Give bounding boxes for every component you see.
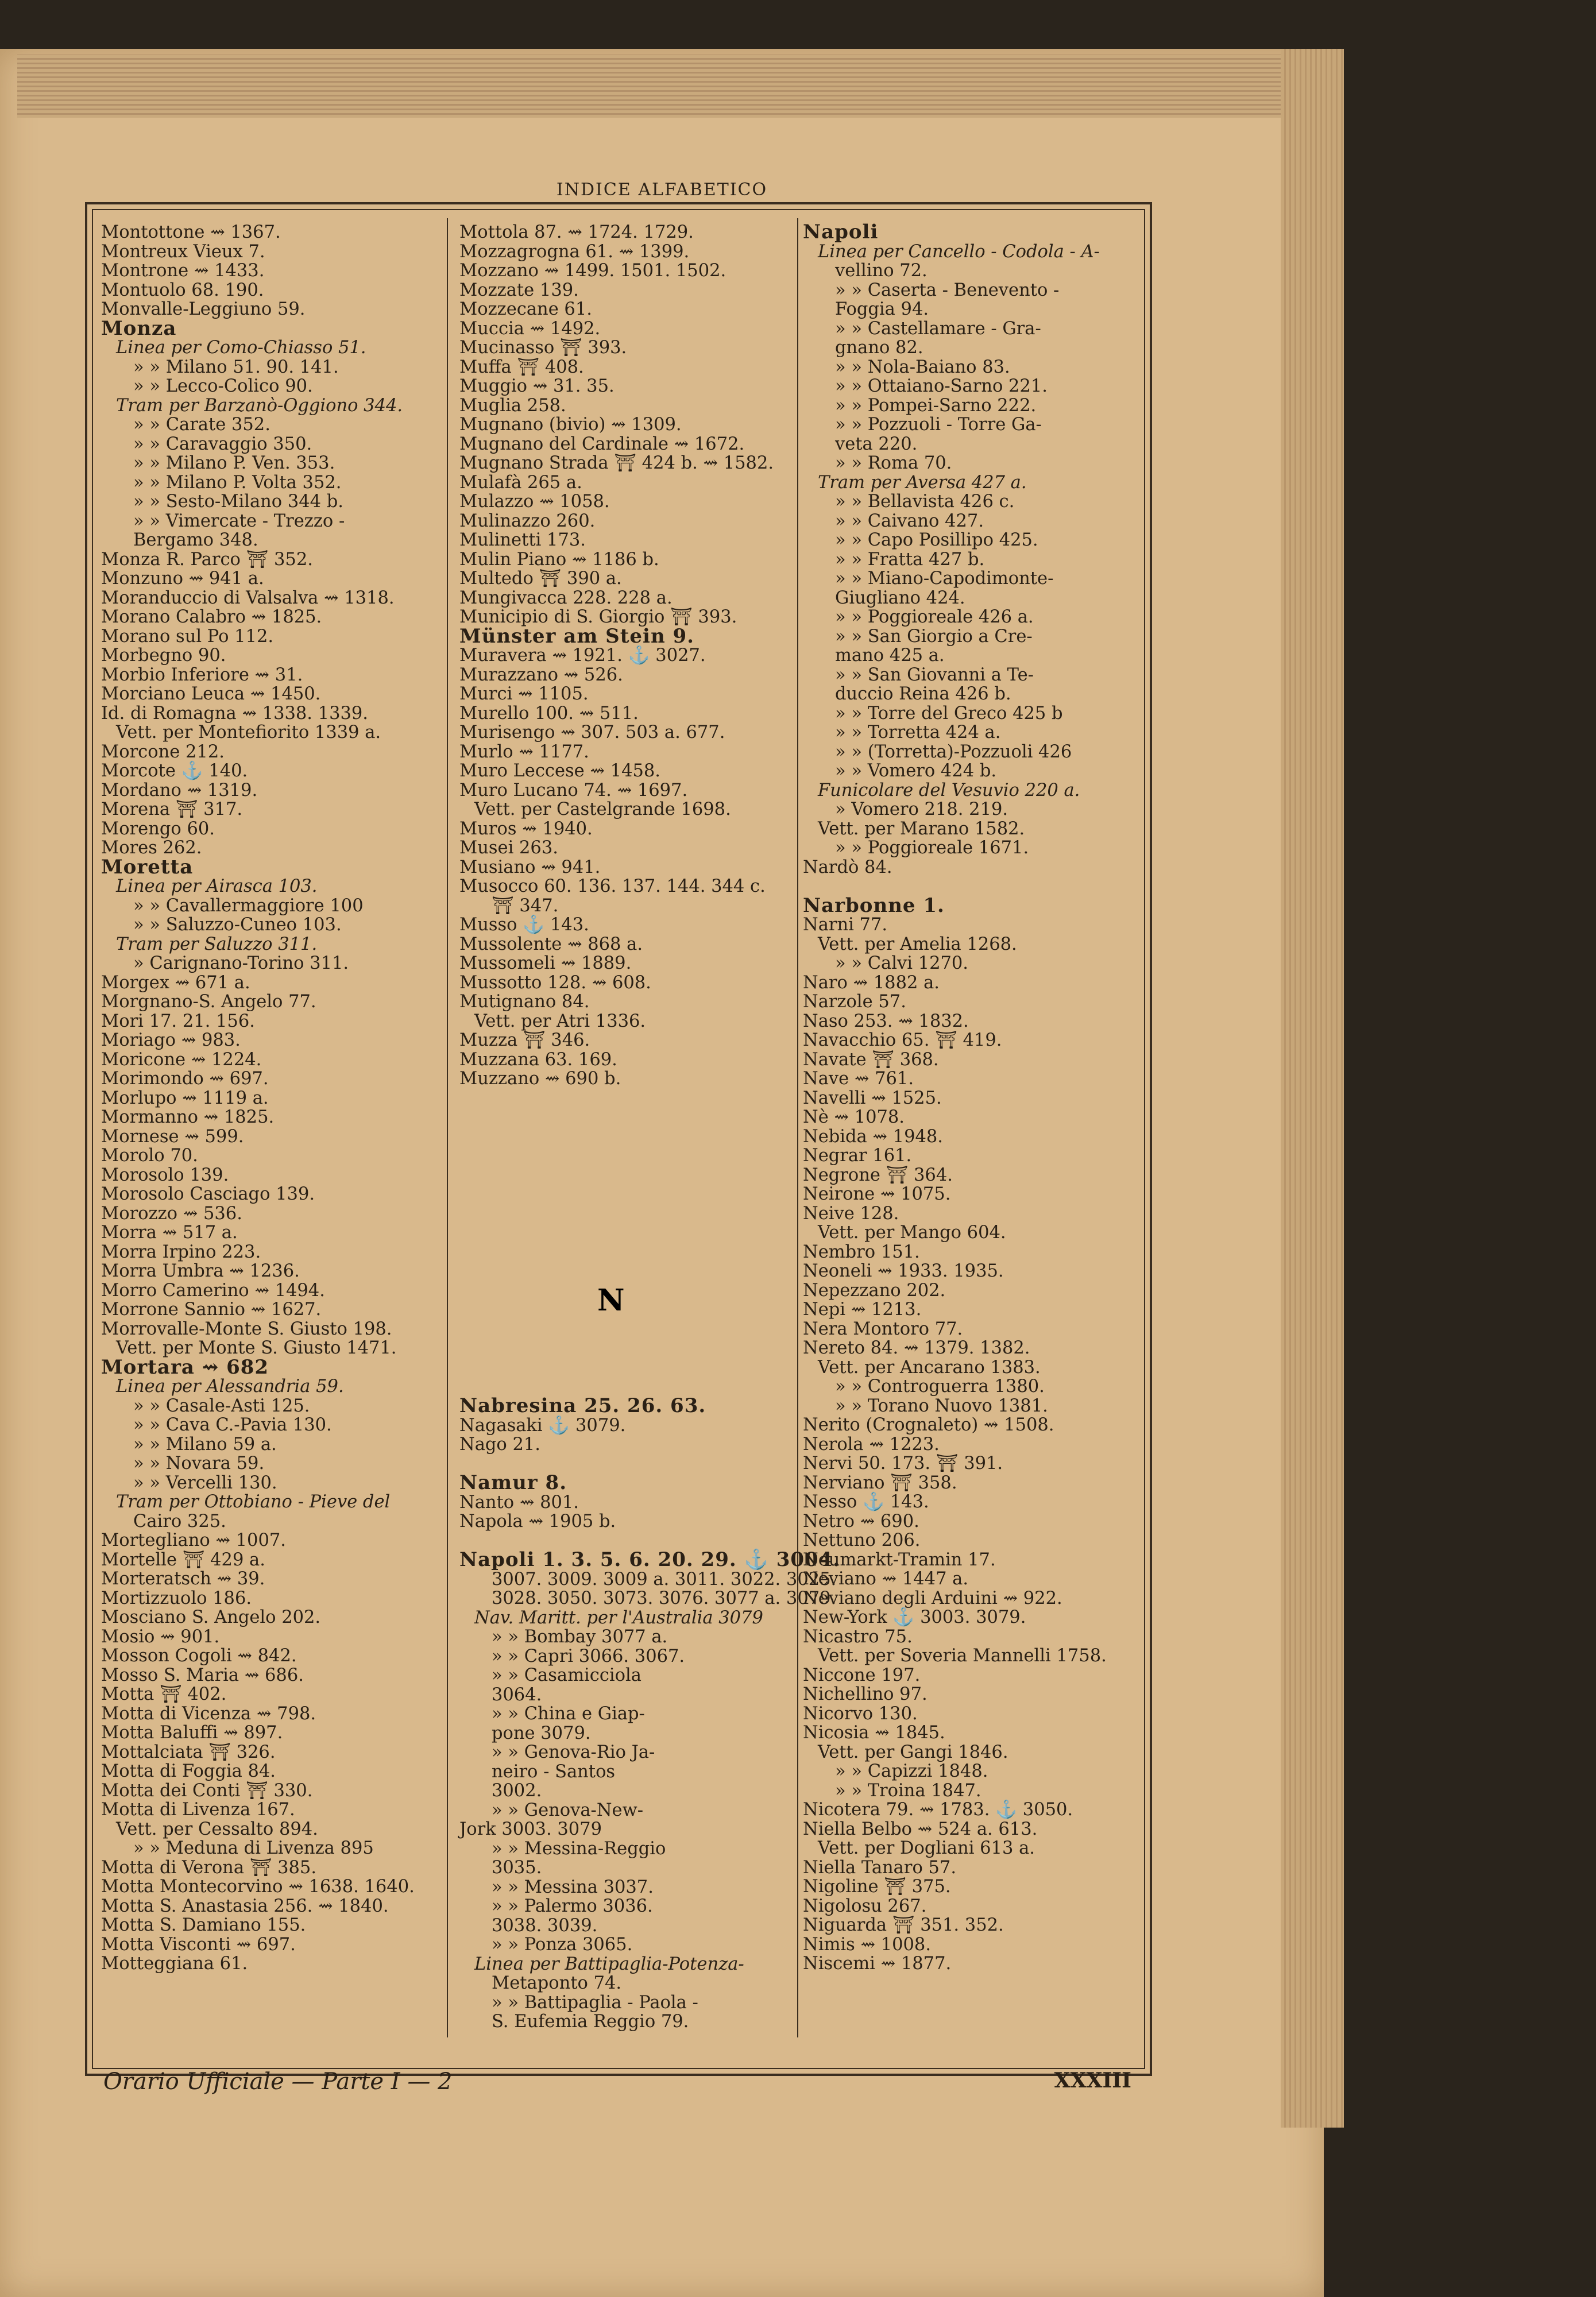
index-entry: Mungivacca 228. 228 a. xyxy=(459,587,673,608)
index-entry: Neoneli ⇝ 1933. 1935. xyxy=(803,1261,1004,1281)
index-entry: Nanto ⇝ 801. xyxy=(459,1492,579,1513)
index-entry: Muffa ⛩ 408. xyxy=(459,357,584,377)
index-entry: Vett. per Montefiorito 1339 a. xyxy=(116,722,381,743)
index-entry: Naso 253. ⇝ 1832. xyxy=(803,1011,969,1031)
index-entry: Muglia 258. xyxy=(459,395,566,416)
index-entry: » » Battipaglia - Paola - xyxy=(492,1992,698,2013)
index-entry: Muravera ⇝ 1921. ⚓ 3027. xyxy=(459,645,706,666)
index-entry: » » Miano-Capodimonte- xyxy=(835,569,1054,589)
index-entry: Tram per Saluzzo 311. xyxy=(116,934,318,954)
index-entry: Muro Leccese ⇝ 1458. xyxy=(459,761,660,781)
index-entry: Muccia ⇝ 1492. xyxy=(459,318,601,339)
index-entry: Negrar 161. xyxy=(803,1146,912,1166)
index-entry: Montrone ⇝ 1433. xyxy=(101,261,265,281)
index-entry: » » Cavallermaggiore 100 xyxy=(133,895,364,916)
index-entry: Narbonne 1. xyxy=(803,894,945,917)
index-entry: Morolo 70. xyxy=(101,1146,198,1166)
index-entry: Morrovalle-Monte S. Giusto 198. xyxy=(101,1318,392,1339)
index-entry: » » Casamicciola xyxy=(492,1665,642,1685)
index-entry: Mulazzo ⇝ 1058. xyxy=(459,492,610,512)
index-entry: Nigolosu 267. xyxy=(803,1896,927,1916)
index-entry: » » Castellamare - Gra- xyxy=(835,318,1041,339)
index-entry: Napoli xyxy=(803,221,879,243)
index-entry: » » Vercelli 130. xyxy=(133,1472,277,1493)
index-column-3 xyxy=(803,223,1147,1974)
index-entry: Nerviano ⛩ 358. xyxy=(803,1472,957,1493)
index-entry: Monvalle-Leggiuno 59. xyxy=(101,299,306,319)
index-entry: 3002. xyxy=(492,1781,542,1801)
index-entry: Motta Baluffi ⇝ 897. xyxy=(101,1723,283,1743)
index-entry xyxy=(803,877,1147,896)
index-entry: » » Genova-Rio Ja- xyxy=(492,1742,655,1762)
index-entry: » » Caivano 427. xyxy=(835,511,984,531)
index-entry: » » Torretta 424 a. xyxy=(835,722,1001,743)
index-entry: Mulinazzo 260. xyxy=(459,511,596,531)
index-entry: Montottone ⇝ 1367. xyxy=(101,222,281,242)
index-entry: Vett. per Monte S. Giusto 1471. xyxy=(116,1338,397,1358)
index-entry: Id. di Romagna ⇝ 1338. 1339. xyxy=(101,703,368,724)
index-entry: Mussolente ⇝ 868 a. xyxy=(459,934,643,954)
index-entry: » » Milano P. Ven. 353. xyxy=(133,453,335,473)
index-entry: Foggia 94. xyxy=(835,299,929,319)
index-entry: Morano Calabro ⇝ 1825. xyxy=(101,607,322,627)
index-entry: Muzzana 63. 169. xyxy=(459,1049,617,1070)
index-entry: Motta di Livenza 167. xyxy=(101,1800,295,1820)
index-entry: Morbio Inferiore ⇝ 31. xyxy=(101,664,303,685)
index-entry: Mosio ⇝ 901. xyxy=(101,1626,220,1647)
index-entry: Muzzano ⇝ 690 b. xyxy=(459,1069,621,1089)
index-entry: Nabresina 25. 26. 63. xyxy=(459,1394,706,1417)
index-entry: Mornese ⇝ 599. xyxy=(101,1126,244,1147)
index-entry: Motta dei Conti ⛩ 330. xyxy=(101,1780,313,1801)
index-entry: Bergamo 348. xyxy=(133,530,258,550)
index-entry: Mosson Cogoli ⇝ 842. xyxy=(101,1646,297,1666)
index-entry: Nimis ⇝ 1008. xyxy=(803,1934,932,1955)
section-letter: N xyxy=(597,1283,625,1318)
index-entry: » » San Giovanni a Te- xyxy=(835,664,1034,685)
index-entry: Murisengo ⇝ 307. 503 a. 677. xyxy=(459,722,725,743)
index-entry: Morosolo 139. xyxy=(101,1165,229,1185)
index-entry: Mozzagrogna 61. ⇝ 1399. xyxy=(459,241,690,262)
index-entry: Nebida ⇝ 1948. xyxy=(803,1126,943,1147)
index-entry: 3064. xyxy=(492,1684,542,1705)
index-entry: Nicosia ⇝ 1845. xyxy=(803,1723,945,1743)
index-entry: Morosolo Casciago 139. xyxy=(101,1184,315,1204)
index-entry: » » Capo Posillipo 425. xyxy=(835,530,1038,550)
index-entry: Mucinasso ⛩ 393. xyxy=(459,338,627,358)
index-entry: Vett. per Gangi 1846. xyxy=(818,1742,1008,1762)
index-entry: Monza R. Parco ⛩ 352. xyxy=(101,549,313,570)
index-entry: Mussotto 128. ⇝ 608. xyxy=(459,972,651,993)
index-entry: Vett. per Marano 1582. xyxy=(818,818,1025,839)
index-entry: » » Poggioreale 1671. xyxy=(835,838,1029,858)
index-entry: Vett. per Cessalto 894. xyxy=(116,1819,318,1839)
index-entry: Musocco 60. 136. 137. 144. 344 c. xyxy=(459,876,766,896)
index-entry: Linea per Cancello - Codola - A- xyxy=(818,241,1100,262)
index-entry: » » Pozzuoli - Torre Ga- xyxy=(835,415,1042,435)
index-entry: Navelli ⇝ 1525. xyxy=(803,1088,942,1108)
index-entry: Monzuno ⇝ 941 a. xyxy=(101,569,264,589)
index-entry: » » Capizzi 1848. xyxy=(835,1761,988,1781)
index-entry: » » Lecco-Colico 90. xyxy=(133,376,313,396)
index-entry: Morrone Sannio ⇝ 1627. xyxy=(101,1300,322,1320)
index-entry: 3035. xyxy=(492,1858,542,1878)
index-entry: » » Sesto-Milano 344 b. xyxy=(133,492,343,512)
index-entry: Morbegno 90. xyxy=(101,645,226,666)
index-entry: Motta di Verona ⛩ 385. xyxy=(101,1857,317,1878)
index-entry: » » Vimercate - Trezzo - xyxy=(133,511,345,531)
index-entry: » » Milano 59 a. xyxy=(133,1434,277,1455)
index-entry: Neive 128. xyxy=(803,1203,899,1224)
index-entry: » » Calvi 1270. xyxy=(835,953,968,973)
index-entry: » » (Torretta)-Pozzuoli 426 xyxy=(835,741,1072,762)
index-entry: Vett. per Amelia 1268. xyxy=(818,934,1017,954)
index-entry: » » Messina 3037. xyxy=(492,1877,654,1897)
index-entry: Musei 263. xyxy=(459,838,558,858)
index-entry: Niscemi ⇝ 1877. xyxy=(803,1954,952,1974)
index-entry: Nagasaki ⚓ 3079. xyxy=(459,1415,626,1436)
index-entry: Morano sul Po 112. xyxy=(101,626,274,647)
index-entry: Linea per Alessandria 59. xyxy=(116,1376,344,1397)
index-entry: » » Torano Nuovo 1381. xyxy=(835,1395,1048,1416)
index-entry: Linea per Airasca 103. xyxy=(116,876,318,896)
index-entry: » » Casale-Asti 125. xyxy=(133,1395,310,1416)
index-entry: Monza xyxy=(101,316,177,340)
index-entry: Linea per Battipaglia-Potenza- xyxy=(474,1954,744,1974)
index-entry: Neviano ⇝ 1447 a. xyxy=(803,1569,969,1589)
index-entry: Nepezzano 202. xyxy=(803,1280,946,1301)
index-entry: » » Caserta - Benevento - xyxy=(835,280,1060,300)
index-entry: Metaponto 74. xyxy=(492,1973,622,1993)
index-entry: » » Messina-Reggio xyxy=(492,1838,666,1859)
index-entry xyxy=(459,1455,801,1474)
index-column-2-section-n xyxy=(459,1394,841,2032)
index-entry: Jork 3003. 3079 xyxy=(459,1819,602,1839)
page-number: XXXIII xyxy=(1054,2068,1131,2093)
index-entry: Morozzo ⇝ 536. xyxy=(101,1203,242,1224)
index-entry: Nè ⇝ 1078. xyxy=(803,1107,905,1127)
index-entry: Mosso S. Maria ⇝ 686. xyxy=(101,1665,304,1685)
index-entry: » » San Giorgio a Cre- xyxy=(835,626,1033,647)
index-entry: Negrone ⛩ 364. xyxy=(803,1165,953,1185)
index-entry: Napoli 1. 3. 5. 6. 20. 29. ⚓ 3004. xyxy=(459,1548,841,1571)
index-entry: Motta ⛩ 402. xyxy=(101,1684,227,1704)
index-entry: Neviano degli Arduini ⇝ 922. xyxy=(803,1588,1062,1608)
index-entry: Nervi 50. 173. ⛩ 391. xyxy=(803,1453,1003,1474)
index-entry: Motta S. Damiano 155. xyxy=(101,1915,306,1935)
index-entry: Mozzano ⇝ 1499. 1501. 1502. xyxy=(459,261,726,281)
index-entry: Mugnano Strada ⛩ 424 b. ⇝ 1582. xyxy=(459,453,774,473)
index-entry: Murci ⇝ 1105. xyxy=(459,684,589,704)
index-entry: Morimondo ⇝ 697. xyxy=(101,1069,269,1089)
index-entry: Morro Camerino ⇝ 1494. xyxy=(101,1280,325,1301)
index-entry: Mulinetti 173. xyxy=(459,530,586,550)
index-entry: » » Saluzzo-Cuneo 103. xyxy=(133,915,342,935)
index-entry: Nerito (Crognaleto) ⇝ 1508. xyxy=(803,1415,1054,1435)
index-entry: veta 220. xyxy=(835,434,918,454)
index-entry: Muro Lucano 74. ⇝ 1697. xyxy=(459,780,688,801)
index-entry: » » Ottaiano-Sarno 221. xyxy=(835,376,1048,396)
index-entry: Nigoline ⛩ 375. xyxy=(803,1877,951,1897)
index-entry: Nave ⇝ 761. xyxy=(803,1069,914,1089)
index-entry: » » Cava C.-Pavia 130. xyxy=(133,1415,332,1435)
index-entry: Morra Irpino 223. xyxy=(101,1242,261,1262)
index-entry: Morciano Leuca ⇝ 1450. xyxy=(101,684,321,704)
index-entry: » » Vomero 424 b. xyxy=(835,761,997,781)
index-entry: Moranduccio di Valsalva ⇝ 1318. xyxy=(101,587,395,608)
index-entry: Mugnano (bivio) ⇝ 1309. xyxy=(459,415,682,435)
index-entry: Vett. per Mango 604. xyxy=(818,1223,1006,1243)
index-entry: 3028. 3050. 3073. 3076. 3077 a. 3079. xyxy=(492,1588,837,1608)
index-entry: Murello 100. ⇝ 511. xyxy=(459,703,639,724)
index-entry: Mulin Piano ⇝ 1186 b. xyxy=(459,549,659,570)
index-entry: » » Roma 70. xyxy=(835,453,952,473)
index-entry: Navate ⛩ 368. xyxy=(803,1049,939,1070)
index-entry: Naro ⇝ 1882 a. xyxy=(803,972,940,993)
index-entry: Murazzano ⇝ 526. xyxy=(459,664,623,685)
index-entry: Montuolo 68. 190. xyxy=(101,280,264,300)
index-entry: Mori 17. 21. 156. xyxy=(101,1011,255,1031)
index-entry: Moriago ⇝ 983. xyxy=(101,1030,241,1050)
index-entry: Mulafà 265 a. xyxy=(459,472,582,493)
index-entry: » » Fratta 427 b. xyxy=(835,549,985,570)
index-entry: Nereto 84. ⇝ 1379. 1382. xyxy=(803,1338,1030,1358)
index-entry: Mortizzuolo 186. xyxy=(101,1588,252,1608)
index-entry: Niguarda ⛩ 351. 352. xyxy=(803,1915,1004,1935)
index-entry: Muros ⇝ 1940. xyxy=(459,818,593,839)
index-entry: Netro ⇝ 690. xyxy=(803,1511,919,1532)
index-entry: Mores 262. xyxy=(101,838,202,858)
index-entry: Mortegliano ⇝ 1007. xyxy=(101,1530,286,1550)
index-entry: Vett. per Ancarano 1383. xyxy=(818,1357,1041,1378)
index-entry: gnano 82. xyxy=(835,338,923,358)
index-entry: Münster am Stein 9. xyxy=(459,624,695,648)
index-entry: Narzole 57. xyxy=(803,992,906,1012)
index-entry: Mormanno ⇝ 1825. xyxy=(101,1107,275,1127)
index-entry: Musiano ⇝ 941. xyxy=(459,857,601,877)
index-entry: 3007. 3009. 3009 a. 3011. 3022. 3025. xyxy=(492,1569,837,1590)
index-entry: Nera Montoro 77. xyxy=(803,1318,963,1339)
index-entry: Moricone ⇝ 1224. xyxy=(101,1049,262,1070)
index-entry: Mutignano 84. xyxy=(459,992,590,1012)
index-entry: Morgnano-S. Angelo 77. xyxy=(101,992,316,1012)
index-entry: » » Pompei-Sarno 222. xyxy=(835,395,1037,416)
index-entry: duccio Reina 426 b. xyxy=(835,684,1011,704)
index-entry: » » Capri 3066. 3067. xyxy=(492,1646,685,1666)
index-entry: Cairo 325. xyxy=(133,1511,226,1532)
index-entry: Motteggiana 61. xyxy=(101,1954,248,1974)
index-entry: ⛩ 347. xyxy=(492,895,559,916)
index-entry: New-York ⚓ 3003. 3079. xyxy=(803,1607,1026,1627)
index-entry: Morcote ⚓ 140. xyxy=(101,761,248,781)
index-entry: Mottalciata ⛩ 326. xyxy=(101,1742,276,1762)
index-entry: » » Milano P. Volta 352. xyxy=(133,472,342,493)
index-entry: » » Palermo 3036. xyxy=(492,1896,653,1916)
index-entry: Tram per Aversa 427 a. xyxy=(818,472,1027,493)
index-entry: Mottola 87. ⇝ 1724. 1729. xyxy=(459,222,694,242)
index-entry: Nicorvo 130. xyxy=(803,1703,918,1724)
index-entry: Tram per Barzanò-Oggiono 344. xyxy=(116,395,403,416)
index-entry: » » Bellavista 426 c. xyxy=(835,492,1015,512)
index-entry: » » Caravaggio 350. xyxy=(133,434,312,454)
index-entry: Mussomeli ⇝ 1889. xyxy=(459,953,632,973)
index-entry: Nerola ⇝ 1223. xyxy=(803,1434,940,1455)
index-entry: Mosciano S. Angelo 202. xyxy=(101,1607,321,1627)
index-entry: Nicotera 79. ⇝ 1783. ⚓ 3050. xyxy=(803,1800,1073,1820)
index-entry: Vett. per Castelgrande 1698. xyxy=(474,799,731,819)
index-entry: Morcone 212. xyxy=(101,741,225,762)
index-entry: » » Torre del Greco 425 b xyxy=(835,703,1063,724)
index-entry: Multedo ⛩ 390 a. xyxy=(459,569,622,589)
index-entry: » » Meduna di Livenza 895 xyxy=(133,1838,374,1858)
index-entry: Mozzate 139. xyxy=(459,280,579,300)
index-entry: » » China e Giap- xyxy=(492,1704,645,1724)
index-column-2 xyxy=(459,223,801,1089)
index-entry: » » Genova-New- xyxy=(492,1800,644,1820)
index-entry: Niella Belbo ⇝ 524 a. 613. xyxy=(803,1819,1038,1839)
index-entry: » » Milano 51. 90. 141. xyxy=(133,357,339,377)
index-entry: Funicolare del Vesuvio 220 a. xyxy=(818,780,1080,801)
index-entry: vellino 72. xyxy=(835,261,928,281)
index-entry: Morra Umbra ⇝ 1236. xyxy=(101,1261,300,1281)
index-entry: » » Novara 59. xyxy=(133,1453,265,1474)
index-entry: Moretta xyxy=(101,855,194,879)
index-entry: Muggio ⇝ 31. 35. xyxy=(459,376,615,396)
index-entry: Narni 77. xyxy=(803,915,888,935)
index-entry: Morgex ⇝ 671 a. xyxy=(101,972,250,993)
index-entry: Nettuno 206. xyxy=(803,1530,921,1550)
index-entry xyxy=(459,1532,801,1551)
index-entry: » » Bombay 3077 a. xyxy=(492,1627,668,1647)
index-entry: Murlo ⇝ 1177. xyxy=(459,741,589,762)
page-header: INDICE ALFABETICO xyxy=(556,180,768,200)
index-entry: » » Troina 1847. xyxy=(835,1780,981,1801)
index-entry: Nardò 84. xyxy=(803,857,892,877)
index-entry: Mortara ⇝ 682 xyxy=(101,1355,269,1379)
index-entry: Municipio di S. Giorgio ⛩ 393. xyxy=(459,607,737,627)
index-entry: Mozzecane 61. xyxy=(459,299,592,319)
index-entry: Napola ⇝ 1905 b. xyxy=(459,1511,616,1532)
index-entry: Niccone 197. xyxy=(803,1665,921,1685)
index-entry: Giugliano 424. xyxy=(835,587,965,608)
index-entry: » » Controguerra 1380. xyxy=(835,1376,1045,1397)
index-entry: Nichellino 97. xyxy=(803,1684,928,1704)
column-separator-1 xyxy=(447,218,448,2037)
index-entry: mano 425 a. xyxy=(835,645,945,666)
index-entry: Morra ⇝ 517 a. xyxy=(101,1223,238,1243)
index-entry: » » Ponza 3065. xyxy=(492,1935,633,1955)
index-entry: Neirone ⇝ 1075. xyxy=(803,1184,951,1204)
index-entry: Morengo 60. xyxy=(101,818,215,839)
index-entry: Neumarkt-Tramin 17. xyxy=(803,1549,996,1570)
index-entry: Nav. Maritt. per l'Australia 3079 xyxy=(474,1607,763,1628)
index-entry: Motta di Vicenza ⇝ 798. xyxy=(101,1703,316,1724)
index-entry: Vett. per Atri 1336. xyxy=(474,1011,646,1031)
page-stack-top xyxy=(17,55,1298,118)
index-column-1 xyxy=(101,223,440,1974)
index-entry: Nepi ⇝ 1213. xyxy=(803,1300,922,1320)
index-entry: » Carignano-Torino 311. xyxy=(133,953,349,973)
index-entry: Nago 21. xyxy=(459,1434,540,1455)
index-entry: Mordano ⇝ 1319. xyxy=(101,780,258,801)
index-entry: » » Nola-Baiano 83. xyxy=(835,357,1010,377)
index-entry: Morlupo ⇝ 1119 a. xyxy=(101,1088,269,1108)
index-entry: Motta S. Anastasia 256. ⇝ 1840. xyxy=(101,1896,389,1916)
page-stack-edge xyxy=(1281,49,1344,2128)
index-entry: Vett. per Dogliani 613 a. xyxy=(818,1838,1035,1858)
index-entry: » » Carate 352. xyxy=(133,415,270,435)
footer-publication: Orario Ufficiale — Parte I — 2 xyxy=(103,2068,453,2095)
index-entry: neiro - Santos xyxy=(492,1761,616,1782)
index-entry: » » Poggioreale 426 a. xyxy=(835,607,1034,627)
index-entry: Montreux Vieux 7. xyxy=(101,241,265,262)
index-entry: Vett. per Soveria Mannelli 1758. xyxy=(818,1646,1107,1666)
index-entry: Linea per Como-Chiasso 51. xyxy=(116,338,366,358)
index-entry: Mortelle ⛩ 429 a. xyxy=(101,1549,265,1570)
index-entry: Tram per Ottobiano - Pieve del xyxy=(116,1492,391,1512)
index-entry: Musso ⚓ 143. xyxy=(459,915,589,935)
index-entry: S. Eufemia Reggio 79. xyxy=(492,2012,689,2032)
index-entry: pone 3079. xyxy=(492,1723,591,1743)
index-entry: Morena ⛩ 317. xyxy=(101,799,243,819)
index-entry: Namur 8. xyxy=(459,1471,567,1494)
index-entry: Motta di Foggia 84. xyxy=(101,1761,276,1781)
index-entry: Nembro 151. xyxy=(803,1242,920,1262)
index-entry: Nicastro 75. xyxy=(803,1626,913,1647)
index-entry: Motta Visconti ⇝ 697. xyxy=(101,1934,296,1955)
index-entry: Motta Montecorvino ⇝ 1638. 1640. xyxy=(101,1877,415,1897)
index-entry: Muzza ⛩ 346. xyxy=(459,1030,590,1050)
index-entry: Mugnano del Cardinale ⇝ 1672. xyxy=(459,434,745,454)
index-entry: Navacchio 65. ⛩ 419. xyxy=(803,1030,1002,1050)
index-entry: 3038. 3039. xyxy=(492,1915,598,1936)
index-entry: » Vomero 218. 219. xyxy=(835,799,1008,819)
index-entry: Niella Tanaro 57. xyxy=(803,1857,957,1878)
index-entry: Morteratsch ⇝ 39. xyxy=(101,1569,265,1589)
index-entry: Nesso ⚓ 143. xyxy=(803,1492,929,1512)
